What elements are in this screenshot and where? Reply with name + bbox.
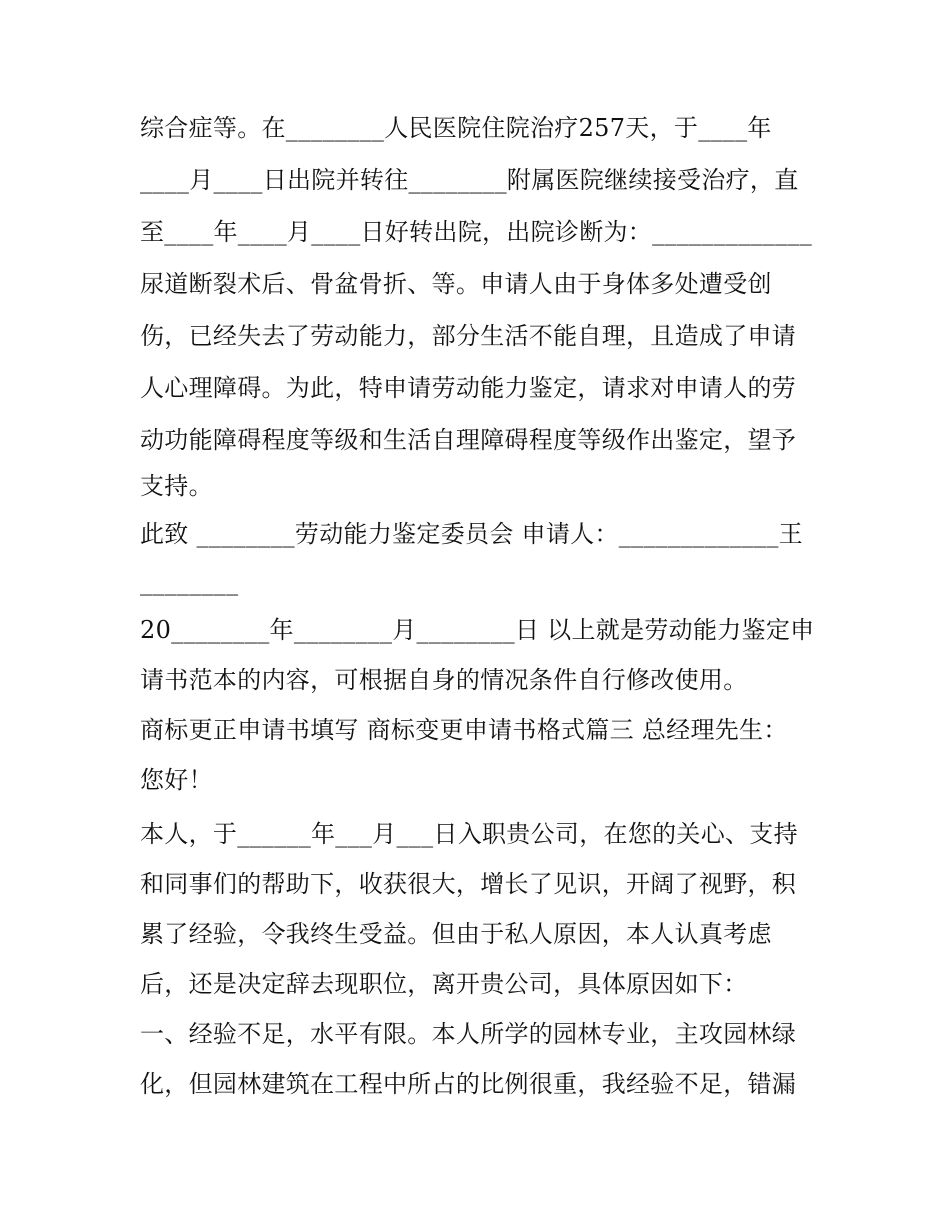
text-line: ________ (140, 568, 239, 596)
text-line: 累了经验，令我终生受益。但由于私人原因，本人认真考虑 (140, 920, 772, 948)
text-line: 20________年________月________日 以上就是劳动能力鉴定申 (140, 616, 815, 644)
text-line: 支持。 (140, 472, 213, 500)
text-line: 后，还是决定辞去现职位，离开贵公司，具体原因如下： (140, 970, 748, 998)
text-line: 综合症等。在________人民医院住院治疗257天，于____年 (140, 114, 772, 142)
text-line: 化，但园林建筑在工程中所占的比例很重，我经验不足，错漏 (140, 1070, 797, 1098)
text-line: 动功能障碍程度等级和生活自理障碍程度等级作出鉴定，望予 (140, 426, 797, 454)
text-line: 伤，已经失去了劳动能力，部分生活不能自理，且造成了申请 (140, 322, 797, 350)
text-line: ____月____日出院并转往________附属医院继续接受治疗，直 (140, 166, 799, 194)
text-line: 本人，于______年___月___日入职贵公司，在您的关心、支持 (140, 820, 798, 848)
text-line: 此致 ________劳动能力鉴定委员会 申请人：_____________王 (140, 520, 803, 548)
text-line: 人心理障碍。为此，特申请劳动能力鉴定，请求对申请人的劳 (140, 374, 797, 402)
text-line: 和同事们的帮助下，收获很大，增长了见识，开阔了视野，积 (140, 870, 797, 898)
text-line: 至____年____月____日好转出院，出院诊断为：_____________ (140, 218, 812, 246)
text-line: 商标更正申请书填写 商标变更申请书格式篇三 总经理先生： (140, 716, 788, 744)
text-line: 一、经验不足，水平有限。本人所学的园林专业，主攻园林绿 (140, 1020, 797, 1048)
text-line: 您好！ (140, 766, 213, 794)
text-line: 请书范本的内容，可根据自身的情况条件自行修改使用。 (140, 666, 748, 694)
text-line: 尿道断裂术后、骨盆骨折、等。申请人由于身体多处遭受创 (140, 270, 772, 298)
